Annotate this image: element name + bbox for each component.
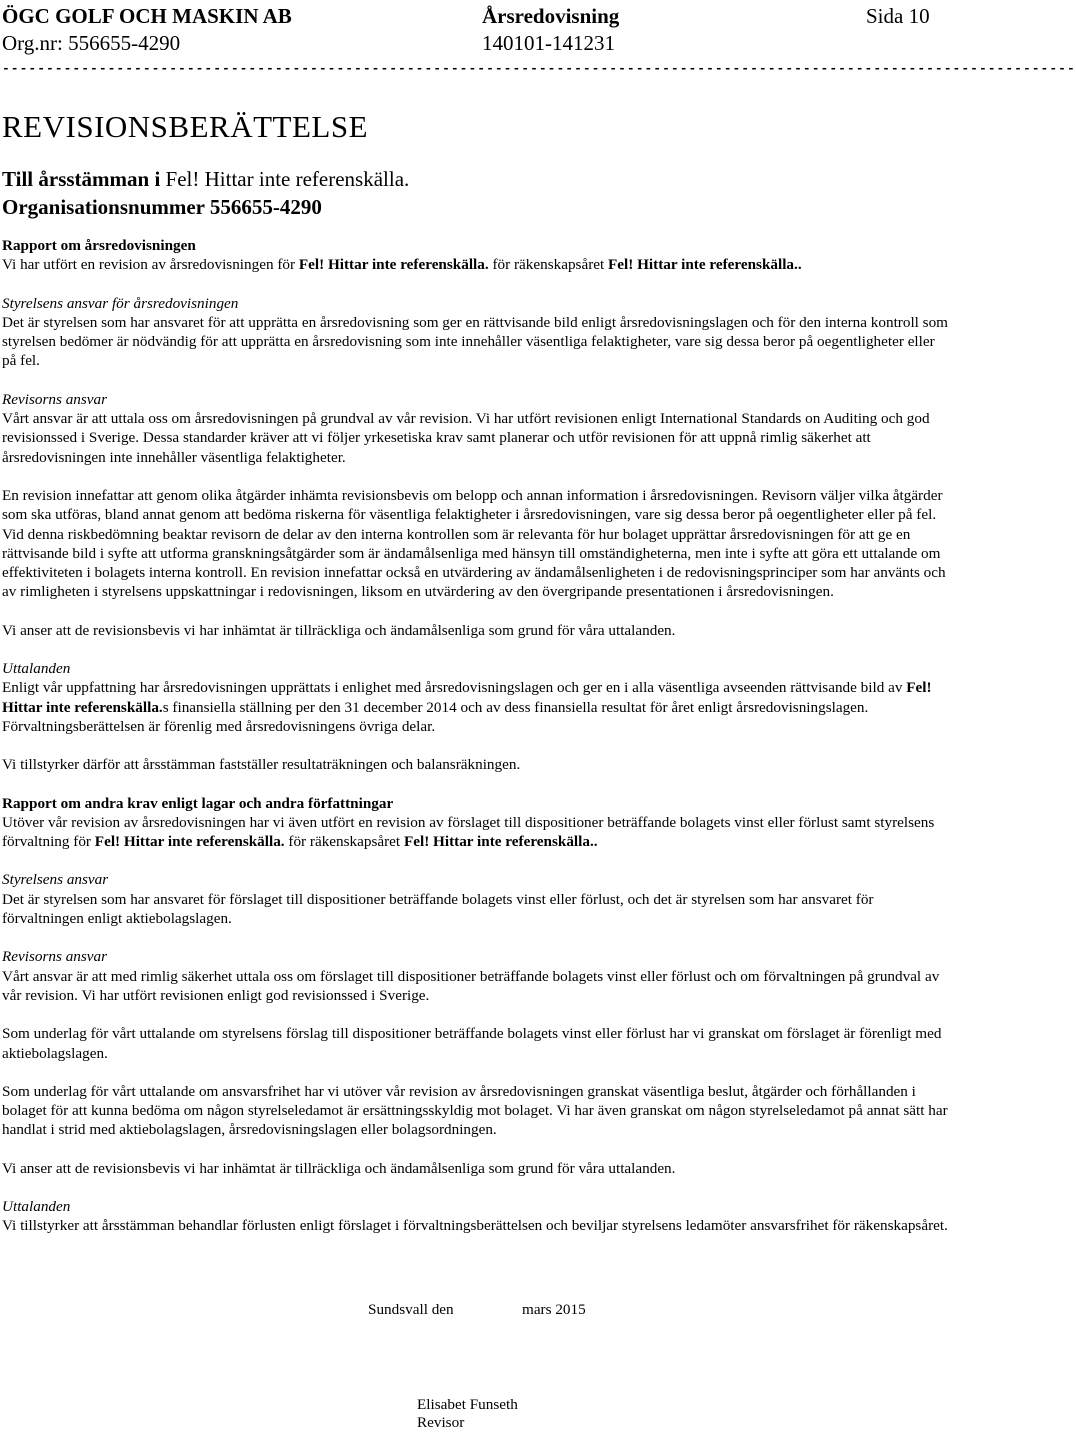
paragraph-opinion-2: Vi tillstyrker att årsstämman behandlar förlusten enligt förslaget i förvaltningsberättelsen och beviljar styrelsens ledamöter ansvarsfrihet för räkenskapsåret. xyxy=(2,1217,948,1235)
report-body xyxy=(2,236,952,1236)
paragraph-audit-evidence: Vi anser att de revisionsbevis vi har inhämtat är tillräckliga och ändamålsenliga som grund för våra uttalanden. xyxy=(2,621,676,639)
org-number: Org.nr: 556655-4290 xyxy=(2,31,181,55)
paragraph-opinion: Enligt vår uppfattning har årsredovisningen upprättats i enlighet med årsredovisningslagen och ger en i alla väsentliga avseenden rättvisande bild av Fel! Hittar inte referenskälla.s finansiella ställning per den 31 december 2014 och av dess finansiella resultat för året enligt årsredovisningslagen. Förvaltningsberättelsen är förenlig med årsredovisningens övriga delar. xyxy=(2,679,932,735)
section-heading-other-requirements: Rapport om andra krav enligt lagar och andra författningar xyxy=(2,794,394,812)
paragraph-board-responsibility-2: Det är styrelsen som har ansvaret för förslaget till dispositioner beträffande bolagets vinst eller förlust, och det är styrelsen som har ansvaret för förvaltningen enligt aktiebolagslagen. xyxy=(2,890,874,928)
subheading-board-responsibility: Styrelsens ansvar för årsredovisningen xyxy=(2,294,239,312)
fiscal-period: 140101-141231 xyxy=(482,31,615,55)
paragraph-discharge-basis: Som underlag för vårt uttalande om ansvarsfrihet har vi utöver vår revision av årsredovisningen granskat väsentliga beslut, åtgärder och förhållanden i bolaget för att kunna bedöma om någon styrelseledamot är ersättningsskyldig mot bolaget. Vi har även granskat om någon styrelseledamot på annat sätt har handlat i strid med aktiebolagslagen, årsredovisningslagen eller bolagsordningen. xyxy=(2,1082,948,1139)
paragraph-disposition-basis: Som underlag för vårt uttalande om styrelsens förslag till dispositioner beträffande bolagets vinst eller förlust har vi granskat om förslaget är förenligt med aktiebolagslagen. xyxy=(2,1025,942,1062)
addressee-line xyxy=(2,166,409,192)
page-title: REVISIONSBERÄTTELSE xyxy=(2,109,368,144)
header-rule: -------------------------------------------------------------------------------------------------------------------------- xyxy=(2,61,1076,76)
paragraph-audit-scope: En revision innefattar att genom olika åtgärder inhämta revisionsbevis om belopp och annan information i årsredovisningen. Revisorn väljer vilka åtgärder som ska utföras, bland annat genom att bedöma riskerna för väsentliga felaktigheter i årsredovisningen, vare sig dessa beror på oegentligheter eller på fel. Vid denna riskbedömning beaktar revisorn de delar av den interna kontrollen som är relevanta för hur bolaget upprättar årsredovisningen för att ge en rättvisande bild i syfte att utforma granskningsåtgärder som är ändamålsenliga med hänsyn till omständigheterna, men inte i syfte att göra ett uttalande om effektiviteten i bolagets interna kontroll. En revision innefattar också en utvärdering av ändamålsenligheten i de redovisningsprinciper som har använts och av rimligheten i styrelsens uppskattningar i redovisningen, liksom en utvärdering av den övergripande presentationen i årsredovisningen. xyxy=(2,486,946,601)
paragraph-auditor-responsibility: Vårt ansvar är att uttala oss om årsredovisningen på grundval av vår revision. Vi har utfört revisionen enligt International Standards on Auditing och god revisionssed i Sverige. Dessa standarder kräver att vi följer yrkesetiska krav samt planerar och utför revisionen för att uppnå rimlig säkerhet att årsredovisningen inte innehåller väsentliga felaktigheter. xyxy=(2,410,930,466)
subheading-auditor-responsibility-2: Revisorns ansvar xyxy=(2,948,108,966)
paragraph-recommendation: Vi tillstyrker därför att årsstämman fastställer resultaträkningen och balansräkningen. xyxy=(2,756,521,774)
paragraph-board-responsibility: Det är styrelsen som har ansvaret för att upprätta en årsredovisning som ger en rättvisande bild enligt årsredovisningslagen och för den interna kontroll som styrelsen bedömer är nödvändig för att upprätta en årsredovisning som inte innehåller väsentliga felaktigheter, vare sig dessa beror på oegentligheter eller på fel. xyxy=(2,313,949,370)
subheading-auditor-responsibility: Revisorns ansvar xyxy=(2,390,108,408)
addressee-reference: Fel! Hittar inte referenskälla. xyxy=(165,167,410,191)
report-intro: Vi har utfört en revision av årsredovisningen för Fel! Hittar inte referenskälla. för räkenskapsåret Fel! Hittar inte referenskälla.. xyxy=(2,256,802,274)
page-number: Sida 10 xyxy=(866,4,930,28)
signatory-role: Revisor xyxy=(417,1414,465,1431)
page-header xyxy=(0,0,1076,80)
subheading-opinions-2: Uttalanden xyxy=(2,1197,71,1215)
subheading-board-responsibility-2: Styrelsens ansvar xyxy=(2,871,109,889)
paragraph-auditor-responsibility-2: Vårt ansvar är att med rimlig säkerhet uttala oss om förslaget till dispositioner beträffande bolagets vinst eller förlust och om förvaltningen på grundval av vår revision. Vi har utfört revisionen enligt god revisionssed i Sverige. xyxy=(2,967,940,1004)
signatory-name: Elisabet Funseth xyxy=(417,1396,518,1413)
company-name: ÖGC GOLF OCH MASKIN AB xyxy=(2,4,292,28)
signature-date: mars 2015 xyxy=(522,1301,586,1318)
subheading-opinions: Uttalanden xyxy=(2,660,71,678)
other-intro: Utöver vår revision av årsredovisningen har vi även utfört en revision av förslaget till dispositioner beträffande bolagets vinst eller förlust samt styrelsens förvaltning för Fel! Hittar inte referenskälla. för räkenskapsåret Fel! Hittar inte referenskälla.. xyxy=(2,813,935,851)
addressee-prefix: Till årsstämman i xyxy=(2,167,161,191)
organisation-number-line: Organisationsnummer 556655-4290 xyxy=(2,195,322,219)
signature-place: Sundsvall den xyxy=(368,1301,454,1318)
paragraph-audit-evidence-2: Vi anser att de revisionsbevis vi har inhämtat är tillräckliga och ändamålsenliga som grund för våra uttalanden. xyxy=(2,1159,676,1177)
section-heading-report: Rapport om årsredovisningen xyxy=(2,237,196,254)
document-type: Årsredovisning xyxy=(482,4,620,28)
